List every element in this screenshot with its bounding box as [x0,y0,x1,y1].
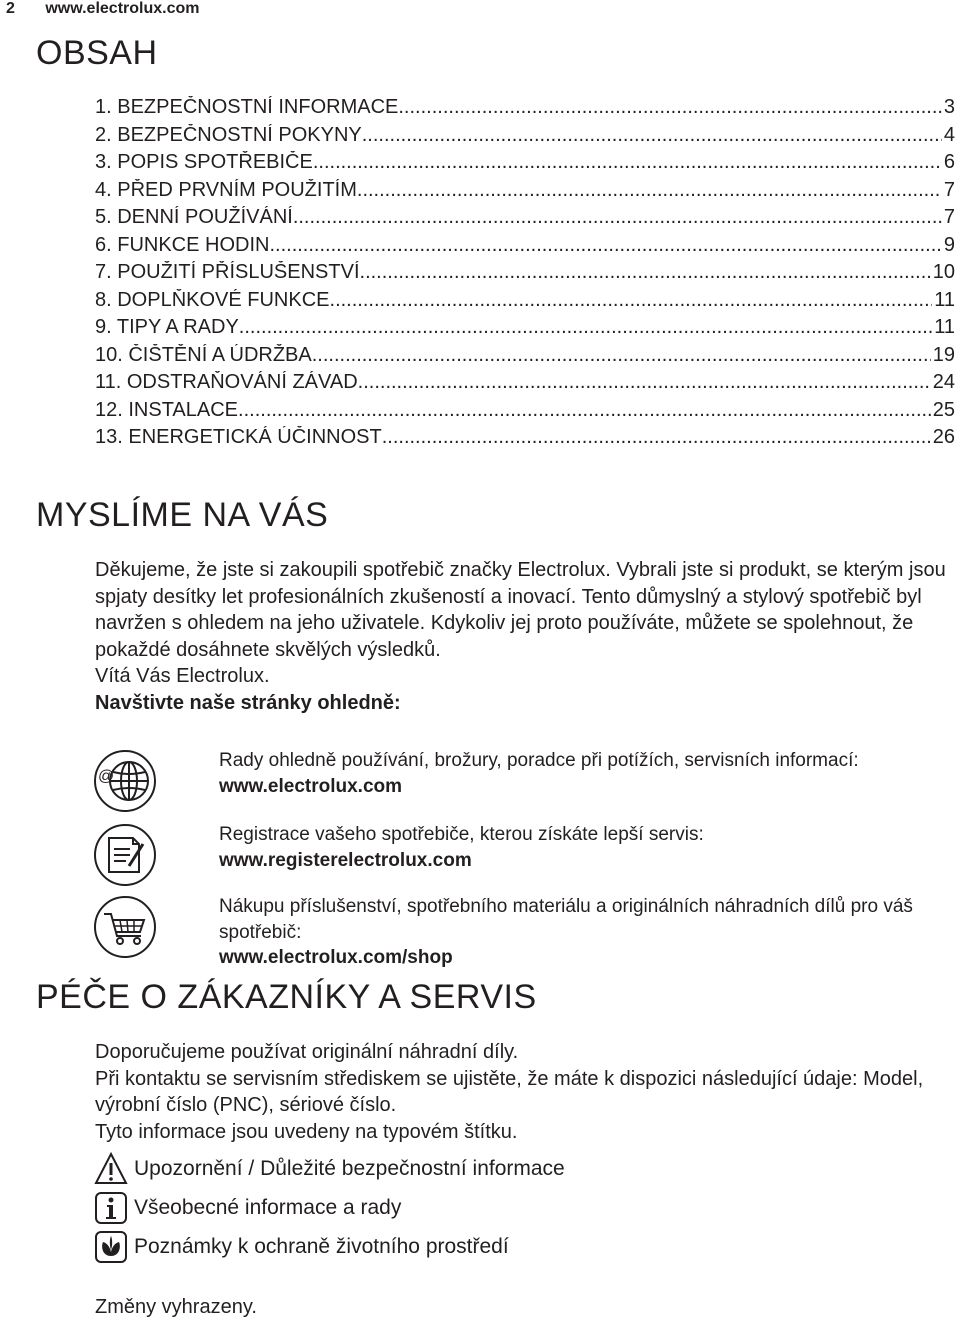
service-line-3: Tyto informace jsou uvedeny na typovém štítku. [95,1120,518,1143]
toc-item-page: 10 [932,261,955,283]
service-line-2: Při kontaktu se servisním střediskem se ujistěte, že máte k dispozici následující údaje: Model, výrobní číslo (PNC), sériové číslo. [95,1067,924,1116]
toc-item[interactable] [95,151,955,179]
toc-item[interactable] [95,234,955,262]
registration-icon [92,822,158,888]
toc-leader-dots [398,96,942,119]
toc-item-page: 11 [934,288,955,311]
toc-item-label: 8. DOPLŇKOVÉ FUNKCE [95,288,330,311]
symbol-row-info [94,1191,401,1225]
toc-leader-dots [313,151,942,174]
link-description: Registrace vašeho spotřebiče, kterou získáte lepší servis: [219,824,704,845]
link-text-support [219,748,959,799]
toc-item-label: 13. ENERGETICKÁ ÚČINNOST [95,426,382,448]
toc-item[interactable] [95,289,955,317]
toc-item[interactable] [95,261,955,289]
table-of-contents [95,96,955,454]
toc-item-label: 6. FUNKCE HODIN [95,233,270,256]
intro-text: Děkujeme, že jste si zakoupili spotřebič značky Electrolux. Vybrali jste si produkt, se kterým jsou spjaty desítky let profesionálních zkušeností a inovací. Tento důmyslný a stylový spotřebič byl navržen s ohledem na jeho uživatele. Kdykoliv jej proto používáte, můžete se spolehnout, že pokaždé dosáhnete skvělých výsledků. [95,559,946,661]
toc-item-page: 25 [932,398,955,421]
toc-item-label: 11. ODSTRAŇOVÁNÍ ZÁVAD [95,371,358,393]
globe-icon [92,748,158,814]
toc-item-page: 9 [943,233,955,256]
toc-item-page: 3 [943,96,955,118]
toc-item-page: 6 [943,151,955,173]
toc-item-label: 10. ČIŠTĚNÍ A ÚDRŽBA [95,343,312,366]
page-header [6,0,199,18]
toc-item-page: 11 [934,316,955,338]
toc-leader-dots [312,344,931,367]
svg-text:@: @ [98,768,115,785]
toc-leader-dots [238,399,931,422]
toc-item-page: 4 [943,123,955,146]
link-row-registration [92,822,960,892]
toc-item[interactable] [95,344,955,372]
toc-item[interactable] [95,399,955,427]
visit-label: Navštivte naše stránky ohledně: [95,691,401,714]
toc-item-label: 5. DENNÍ POUŽÍVÁNÍ [95,206,293,228]
shopping-cart-icon [92,894,158,960]
symbol-row-warning [94,1152,565,1186]
toc-leader-dots [330,289,933,312]
toc-leader-dots [382,426,931,449]
toc-item[interactable] [95,426,955,454]
site-url[interactable]: www.electrolux.com [45,0,200,17]
toc-item[interactable] [95,316,955,344]
intro-paragraph [95,557,955,716]
link-url-registration[interactable]: www.registerelectrolux.com [219,849,472,871]
toc-item-label: 3. POPIS SPOTŘEBIČE [95,151,313,173]
toc-leader-dots [358,371,931,394]
toc-item[interactable] [95,179,955,207]
toc-item-page: 7 [943,206,955,228]
page-number: 2 [6,0,15,17]
section-title-service: PÉČE O ZÁKAZNÍKY A SERVIS [36,978,537,1016]
service-paragraph [95,1039,955,1145]
info-icon [94,1191,128,1225]
symbol-text-info: Všeobecné informace a rady [134,1196,402,1219]
link-text-shop [219,894,959,971]
symbol-text-warning: Upozornění / Důležité bezpečnostní informace [134,1157,565,1180]
service-line-1: Doporučujeme používat originální náhradní díly. [95,1041,519,1063]
toc-item-label: 1. BEZPEČNOSTNÍ INFORMACE [95,96,399,118]
link-url-shop[interactable]: www.electrolux.com/shop [219,947,453,968]
toc-item[interactable] [95,206,955,234]
toc-item-label: 2. BEZPEČNOSTNÍ POKYNY [95,123,362,146]
toc-leader-dots [360,261,931,284]
toc-item[interactable] [95,96,955,124]
symbol-text-environment: Poznámky k ochraně životního prostředí [134,1235,509,1258]
toc-leader-dots [293,206,942,229]
toc-item-label: 9. TIPY A RADY [95,316,239,338]
toc-item-label: 7. POUŽITÍ PŘÍSLUŠENSTVÍ [95,261,360,283]
link-row-shop [92,894,960,968]
link-text-registration [219,822,959,873]
link-description: Rady ohledně používání, brožury, poradce při potížích, servisních informací: [219,750,859,771]
symbol-row-environment [94,1230,509,1264]
toc-item-page: 19 [932,343,955,366]
toc-leader-dots [269,234,941,257]
toc-item-page: 7 [943,178,955,201]
warning-icon [94,1152,128,1186]
toc-leader-dots [357,179,942,202]
toc-title: OBSAH [36,34,158,72]
toc-leader-dots [362,124,942,147]
toc-item-label: 12. INSTALACE [95,398,239,421]
toc-item[interactable] [95,124,955,152]
link-description: Nákupu příslušenství, spotřebního materiálu a originálních náhradních dílů pro váš spotřebič: [219,896,913,943]
toc-item-label: 4. PŘED PRVNÍM POUŽITÍM [95,178,357,201]
toc-item[interactable] [95,371,955,399]
section-title-thinking: MYSLÍME NA VÁS [36,496,329,534]
welcome-text: Vítá Vás Electrolux. [95,665,270,687]
link-row-support [92,748,960,818]
toc-item-page: 24 [932,371,955,393]
toc-leader-dots [239,316,932,339]
toc-item-page: 26 [932,426,955,448]
footer-note: Změny vyhrazeny. [95,1296,257,1318]
environment-icon [94,1230,128,1264]
link-url-support[interactable]: www.electrolux.com [219,775,403,797]
